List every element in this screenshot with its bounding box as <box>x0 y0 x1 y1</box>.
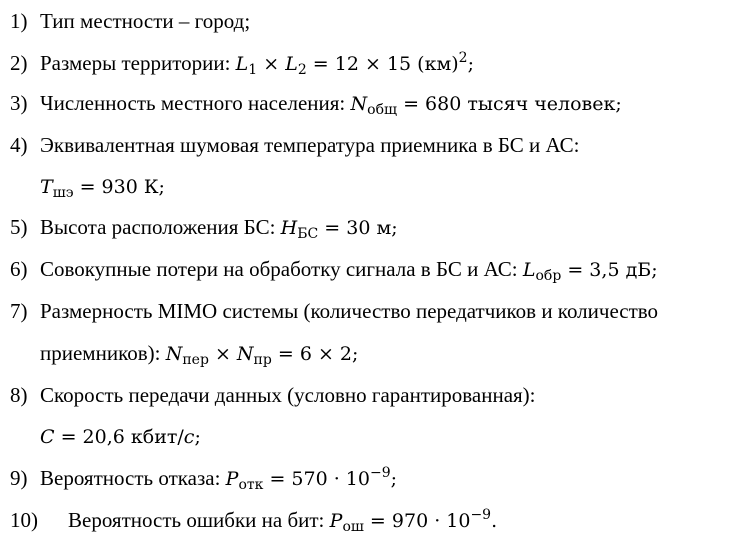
item-number: 6) <box>10 257 28 281</box>
list-item-8-formula <box>40 424 201 449</box>
formula: $T_{шэ} = 930$ К; <box>40 176 165 201</box>
item-number: 5) <box>10 215 28 239</box>
item-number: 2) <box>10 51 28 75</box>
list-item-3 <box>10 91 622 116</box>
item-text: Вероятность отказа: <box>40 466 226 490</box>
formula: $P_{отк} = 570 \cdot 10^{-9}$; <box>225 465 398 493</box>
item-text: Вероятность ошибки на бит: <box>68 508 330 532</box>
item-number: 7) <box>10 299 28 323</box>
formula: $L_{обр} = 3,5$ дБ; <box>522 259 658 284</box>
item-number: 4) <box>10 133 28 157</box>
list-item-6 <box>10 257 658 282</box>
list-item-7-cont <box>40 341 358 366</box>
list-item-1 <box>10 9 250 33</box>
item-number: 10) <box>10 508 38 532</box>
item-text: Тип местности – город; <box>40 9 251 33</box>
item-text: Размеры территории: <box>40 51 236 75</box>
item-text: Скорость передачи данных (условно гарантированная): <box>40 383 536 407</box>
list-item-8 <box>10 383 536 407</box>
formula: $N_{пер} \times N_{пр} = 6 \times 2$; <box>165 343 359 368</box>
list-item-4 <box>10 133 580 157</box>
formula: $N_{общ} = 680$ тысяч человек; <box>350 93 622 118</box>
list-item-4-formula <box>40 174 165 199</box>
formula: $L_1 \times L_2 = 12 \times 15$ (км)$^2$; <box>235 50 474 78</box>
formula: $P_{ош} = 970 \cdot 10^{-9}$. <box>329 507 498 535</box>
item-text: Совокупные потери на обработку сигнала в БС и АС: <box>40 257 523 281</box>
list-item-7 <box>10 299 658 323</box>
item-text: Эквивалентная шумовая температура приемника в БС и АС: <box>40 133 580 157</box>
list-item-9 <box>10 466 397 491</box>
item-number: 9) <box>10 466 28 490</box>
formula: C = 20,6 кбит/c; <box>40 426 201 448</box>
item-number: 3) <box>10 91 28 115</box>
item-number: 1) <box>10 9 28 33</box>
list-item-10 <box>10 508 497 533</box>
item-text: приемников): <box>40 341 166 365</box>
item-text: Размерность MIMO системы (количество передатчиков и количество <box>40 299 659 323</box>
item-number: 8) <box>10 383 28 407</box>
list-item-5 <box>10 215 398 240</box>
item-text: Высота расположения БС: <box>40 215 281 239</box>
list-item-2 <box>10 51 474 76</box>
item-text: Численность местного населения: <box>40 91 351 115</box>
formula: $H_{БС} = 30$ м; <box>280 217 398 242</box>
